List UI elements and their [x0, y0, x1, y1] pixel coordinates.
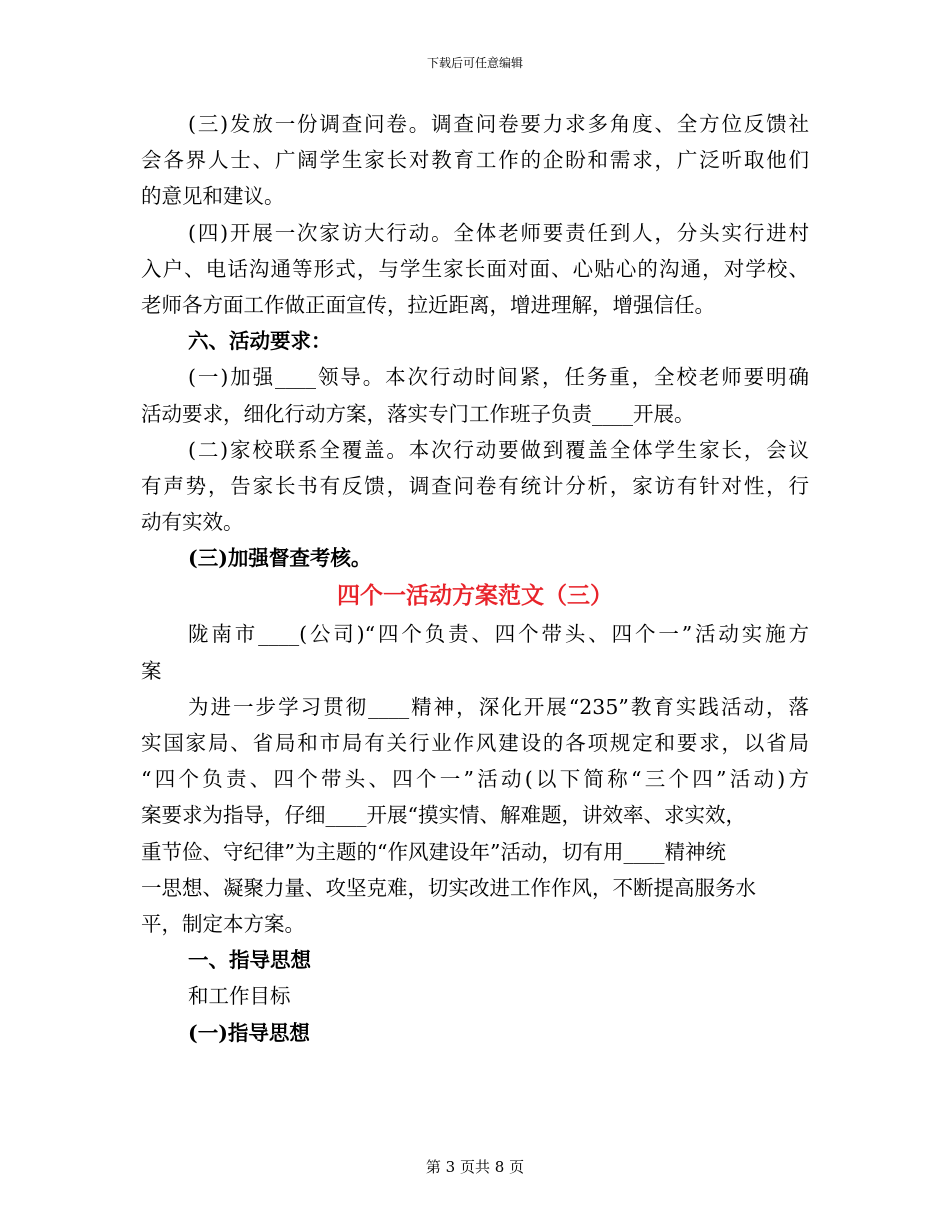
- page-number: 第 3 页共 8 页: [425, 1158, 525, 1176]
- paragraph-line: 重节俭、守纪律”为主题的“作风建设年”活动，切有用____精神统: [141, 839, 726, 864]
- paragraph-line: (三)发放一份调查问卷。调查问卷要力求多角度、全方位反馈社: [188, 112, 809, 136]
- section-heading: (三)加强督查考核。: [188, 546, 372, 571]
- document-title: 四个一活动方案范文（三）: [337, 582, 613, 610]
- paragraph-line: 陇南市____(公司)“四个负责、四个带头、四个一”活动实施方: [188, 622, 809, 647]
- paragraph-line: 动有实效。: [141, 510, 244, 535]
- paragraph-line: 案要求为指导，仔细____开展“摸实情、解难题，讲效率、求实效，: [141, 803, 746, 828]
- paragraph-line: 老师各方面工作做正面宣传，拉近距离，增进理解，增强信任。: [141, 292, 715, 317]
- paragraph-line: 入户、电话沟通等形式，与学生家长面对面、心贴心的沟通，对学校、: [141, 256, 809, 281]
- paragraph-line: 案: [141, 658, 162, 683]
- paragraph-line: 为进一步学习贯彻____精神，深化开展“235”教育实践活动，落: [188, 694, 809, 719]
- paragraph-line: 实国家局、省局和市局有关行业作风建设的各项规定和要求，以省局: [141, 731, 809, 755]
- paragraph-line: 和工作目标: [188, 984, 291, 1009]
- paragraph-line: 活动要求，细化行动方案，落实专门工作班子负责____开展。: [141, 401, 695, 426]
- paragraph-line: “四个负责、四个带头、四个一”活动(以下简称“三个四”活动)方: [141, 767, 809, 792]
- paragraph-line: 的意见和建议。: [141, 184, 285, 209]
- section-heading: 六、活动要求：: [188, 329, 332, 354]
- paragraph-line: (四)开展一次家访大行动。全体老师要责任到人，分头实行进村: [188, 220, 809, 245]
- paragraph-line: 会各界人士、广阔学生家长对教育工作的企盼和需求，广泛听取他们: [141, 148, 809, 173]
- paragraph-line: (一)加强____领导。本次行动时间紧，任务重，全校老师要明确: [188, 365, 809, 390]
- section-heading: 一、指导思想: [188, 948, 311, 973]
- document-body: [141, 106, 809, 1051]
- paragraph-line: (二)家校联系全覆盖。本次行动要做到覆盖全体学生家长，会议: [188, 437, 809, 462]
- paragraph-line: 一思想、凝聚力量、攻坚克难，切实改进工作作风，不断提高服务水: [141, 875, 756, 900]
- section-heading: (一)指导思想: [188, 1020, 310, 1045]
- header-note: 下载后可任意编辑: [426, 56, 523, 70]
- paragraph-line: 有声势，告家长书有反馈，调查问卷有统计分析，家访有针对性，行: [141, 473, 809, 498]
- paragraph-line: 平，制定本方案。: [141, 911, 305, 936]
